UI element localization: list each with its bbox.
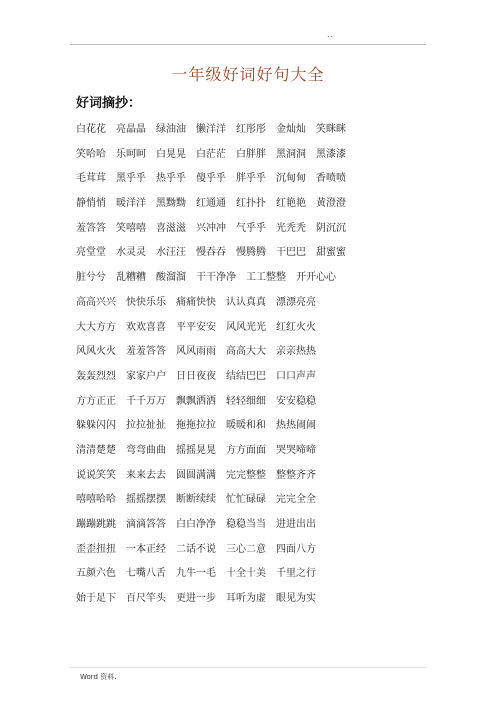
word-row: 笑哈哈 乐呵呵 白晃晃 白茫茫 白胖胖 黑洞洞 黑漆漆 (76, 148, 346, 160)
footer-rule (70, 667, 426, 668)
section-heading: 好词摘抄： (76, 96, 142, 111)
word-row: 大大方方 欢欢喜喜 平平安安 风风光光 红红火火 (76, 321, 316, 333)
header-mark: .. (327, 30, 335, 39)
word-row: 躲躲闪闪 拉拉扯扯 拖拖拉拉 暖暖和和 热热闹闹 (76, 420, 316, 432)
header-rule (70, 44, 426, 45)
word-row: 风风火火 羞羞答答 风风雨雨 高高大大 亲亲热热 (76, 346, 316, 358)
footer-text: Word 资料. (80, 673, 117, 681)
word-row: 始于足下 百尺竿头 更进一步 耳听为虚 眼见为实 (76, 593, 316, 605)
word-row: 脏兮兮 乱糟糟 酸溜溜 干干净净 工工整整 开开心心 (76, 272, 336, 284)
word-row: 方方正正 千千万万 飘飘洒洒 轻轻细细 安安稳稳 (76, 395, 316, 407)
word-row: 嘻嘻哈哈 摇摇摆摆 断断续续 忙忙碌碌 完完全全 (76, 494, 316, 506)
word-row: 静悄悄 暖洋洋 黑黝黝 红通通 红扑扑 红艳艳 黄澄澄 (76, 198, 346, 210)
word-row: 五颜六色 七嘴八舌 九牛一毛 十全十美 千里之行 (76, 568, 316, 580)
word-row: 蹦蹦跳跳 滴滴答答 白白净净 稳稳当当 进进出出 (76, 519, 316, 530)
word-row: 白花花 亮晶晶 绿油油 懒洋洋 红彤彤 金灿灿 笑眯眯 (76, 124, 346, 135)
document-title: 一年级好词好句大全 (171, 65, 325, 84)
word-row: 轰轰烈烈 家家户户 日日夜夜 结结巴巴 口口声声 (76, 370, 316, 382)
word-row: 清清楚楚 弯弯曲曲 摇摇晃晃 方方面面 哭哭啼啼 (76, 444, 316, 456)
word-row: 说说笑笑 来来去去 圆圆满满 完完整整 整整齐齐 (76, 469, 316, 481)
word-list (76, 118, 436, 612)
word-row: 歪歪扭扭 一本正经 二话不说 三心二意 四面八方 (76, 543, 316, 555)
word-row: 亮堂堂 水灵灵 水汪汪 慢吞吞 慢腾腾 干巴巴 甜蜜蜜 (76, 247, 346, 259)
word-row: 毛茸茸 黑乎乎 热乎乎 傻乎乎 胖乎乎 沉甸甸 香喷喷 (76, 173, 346, 185)
word-row: 羞答答 笑嘻嘻 喜滋滋 兴冲冲 气乎乎 光秃秃 阴沉沉 (76, 222, 346, 234)
word-row: 高高兴兴 快快乐乐 痛痛快快 认认真真 漂漂亮亮 (76, 296, 316, 308)
